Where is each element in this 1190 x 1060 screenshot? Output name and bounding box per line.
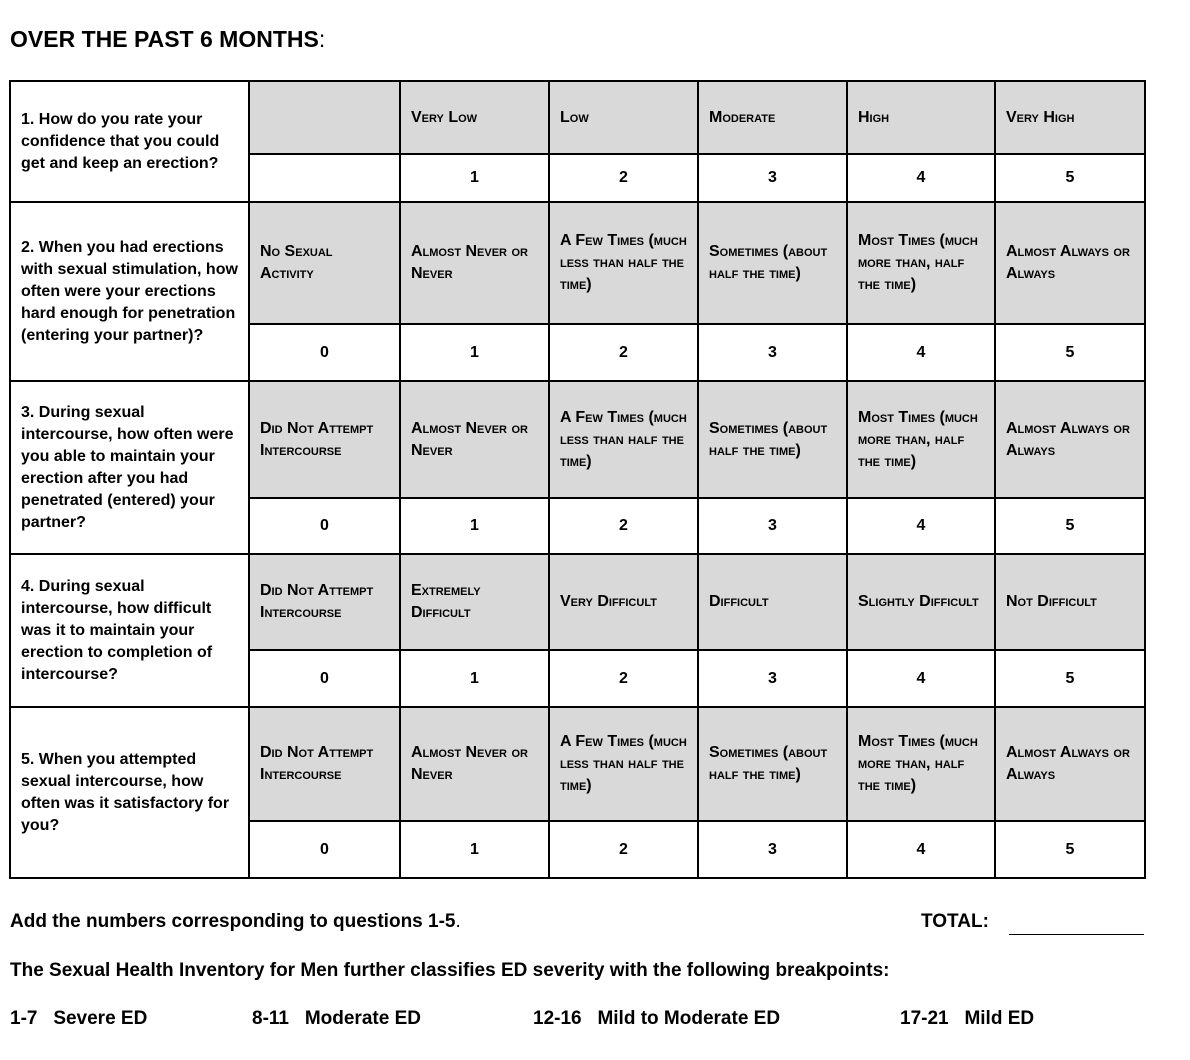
breakpoint-label: Mild ED	[964, 1008, 1035, 1029]
question-number: 4.	[21, 577, 35, 595]
score-cell[interactable]	[249, 154, 400, 202]
answer-option[interactable]: Very Difficult	[549, 554, 698, 650]
answer-option[interactable]: Sometimes (about half the time)	[698, 381, 847, 498]
breakpoint-range: 1-7	[10, 1008, 38, 1029]
score-cell[interactable]: 5	[995, 324, 1145, 381]
question-number: 5.	[21, 750, 35, 768]
breakpoint-range: 17-21	[900, 1008, 949, 1029]
answer-option[interactable]: A Few Times (much less than half the time)	[549, 381, 698, 498]
breakpoint-moderate	[252, 1008, 421, 1030]
question-text	[10, 707, 249, 878]
score-cell[interactable]: 0	[249, 650, 400, 707]
questions-body	[10, 81, 1145, 878]
answer-option[interactable]: Most Times (much more than, half the time)	[847, 381, 995, 498]
total-label: TOTAL:	[921, 911, 989, 932]
answer-option[interactable]: Almost Always or Always	[995, 707, 1145, 821]
answer-option[interactable]	[249, 81, 400, 154]
answer-option[interactable]: Did Not Attempt Intercourse	[249, 381, 400, 498]
question-option-row	[10, 554, 1145, 650]
score-cell[interactable]: 0	[249, 324, 400, 381]
answer-option[interactable]: Almost Always or Always	[995, 381, 1145, 498]
score-cell[interactable]: 3	[698, 821, 847, 878]
question-body: During sexual intercourse, how often were you able to maintain your erection after you had penetrated (entered) your partner?	[21, 403, 234, 531]
breakpoint-label: Moderate ED	[304, 1008, 421, 1029]
question-text	[10, 202, 249, 381]
answer-option[interactable]: Almost Never or Never	[400, 707, 549, 821]
answer-option[interactable]: Almost Never or Never	[400, 381, 549, 498]
breakpoint-label: Mild to Moderate ED	[597, 1008, 781, 1029]
question-body: When you attempted sexual intercourse, how often was it satisfactory for you?	[21, 750, 230, 834]
score-cell[interactable]: 0	[249, 498, 400, 554]
score-cell[interactable]: 2	[549, 821, 698, 878]
score-cell[interactable]: 2	[549, 650, 698, 707]
score-cell[interactable]: 5	[995, 498, 1145, 554]
answer-option[interactable]: Low	[549, 81, 698, 154]
answer-option[interactable]: Almost Never or Never	[400, 202, 549, 324]
answer-option[interactable]: A Few Times (much less than half the time)	[549, 202, 698, 324]
breakpoint-severe	[10, 1008, 147, 1030]
question-text	[10, 554, 249, 707]
score-cell[interactable]: 2	[549, 154, 698, 202]
instruction-text: Add the numbers corresponding to questions 1-5	[10, 911, 456, 932]
score-cell[interactable]: 1	[400, 821, 549, 878]
score-cell[interactable]: 5	[995, 821, 1145, 878]
instruction-period: .	[455, 911, 461, 932]
answer-option[interactable]: Sometimes (about half the time)	[698, 707, 847, 821]
question-option-row	[10, 707, 1145, 821]
score-cell[interactable]: 4	[847, 650, 995, 707]
score-cell[interactable]: 0	[249, 821, 400, 878]
answer-option[interactable]: Very High	[995, 81, 1145, 154]
answer-option[interactable]: Most Times (much more than, half the time)	[847, 707, 995, 821]
breakpoint-mild-moderate	[533, 1008, 780, 1030]
question-body: How do you rate your confidence that you could get and keep an erection?	[21, 110, 220, 172]
question-body: During sexual intercourse, how difficult was it to maintain your erection to completion of intercourse?	[21, 577, 213, 683]
score-cell[interactable]: 4	[847, 324, 995, 381]
answer-option[interactable]: Did Not Attempt Intercourse	[249, 707, 400, 821]
score-cell[interactable]: 2	[549, 498, 698, 554]
heading-colon: :	[318, 26, 326, 52]
classification-text: The Sexual Health Inventory for Men further classifies ED severity with the following breakpoints:	[10, 960, 890, 981]
answer-option[interactable]: Most Times (much more than, half the time)	[847, 202, 995, 324]
shim-questionnaire-table	[9, 80, 1146, 879]
answer-option[interactable]: Not Difficult	[995, 554, 1145, 650]
score-cell[interactable]: 1	[400, 324, 549, 381]
answer-option[interactable]: High	[847, 81, 995, 154]
breakpoint-mild	[900, 1008, 1034, 1030]
answer-option[interactable]: Sometimes (about half the time)	[698, 202, 847, 324]
breakpoint-label: Severe ED	[53, 1008, 148, 1029]
breakpoint-range: 8-11	[252, 1008, 289, 1029]
question-option-row	[10, 81, 1145, 154]
score-cell[interactable]: 3	[698, 324, 847, 381]
question-body: When you had erections with sexual stimulation, how often were your erections hard enough for penetration (entering your partner)?	[21, 238, 238, 344]
answer-option[interactable]: Difficult	[698, 554, 847, 650]
question-text	[10, 381, 249, 554]
page-title	[10, 26, 325, 53]
answer-option[interactable]: Slightly Difficult	[847, 554, 995, 650]
answer-option[interactable]: Very Low	[400, 81, 549, 154]
question-text	[10, 81, 249, 202]
score-cell[interactable]: 1	[400, 498, 549, 554]
score-cell[interactable]: 3	[698, 650, 847, 707]
heading-text: OVER THE PAST 6 MONTHS	[10, 26, 319, 52]
score-cell[interactable]: 2	[549, 324, 698, 381]
answer-option[interactable]: Did Not Attempt Intercourse	[249, 554, 400, 650]
score-cell[interactable]: 1	[400, 650, 549, 707]
question-number: 3.	[21, 403, 35, 421]
answer-option[interactable]: Extremely Difficult	[400, 554, 549, 650]
answer-option[interactable]: No Sexual Activity	[249, 202, 400, 324]
score-cell[interactable]: 5	[995, 154, 1145, 202]
score-cell[interactable]: 4	[847, 154, 995, 202]
question-number: 2.	[21, 238, 35, 256]
total-input-line[interactable]	[1009, 934, 1144, 935]
question-number: 1.	[21, 110, 35, 128]
score-cell[interactable]: 1	[400, 154, 549, 202]
answer-option[interactable]: A Few Times (much less than half the time)	[549, 707, 698, 821]
footer-instruction	[10, 911, 461, 933]
question-option-row	[10, 381, 1145, 498]
answer-option[interactable]: Almost Always or Always	[995, 202, 1145, 324]
score-cell[interactable]: 4	[847, 821, 995, 878]
score-cell[interactable]: 3	[698, 154, 847, 202]
score-cell[interactable]: 5	[995, 650, 1145, 707]
score-cell[interactable]: 4	[847, 498, 995, 554]
score-cell[interactable]: 3	[698, 498, 847, 554]
breakpoint-range: 12-16	[533, 1008, 582, 1029]
answer-option[interactable]: Moderate	[698, 81, 847, 154]
question-option-row	[10, 202, 1145, 324]
